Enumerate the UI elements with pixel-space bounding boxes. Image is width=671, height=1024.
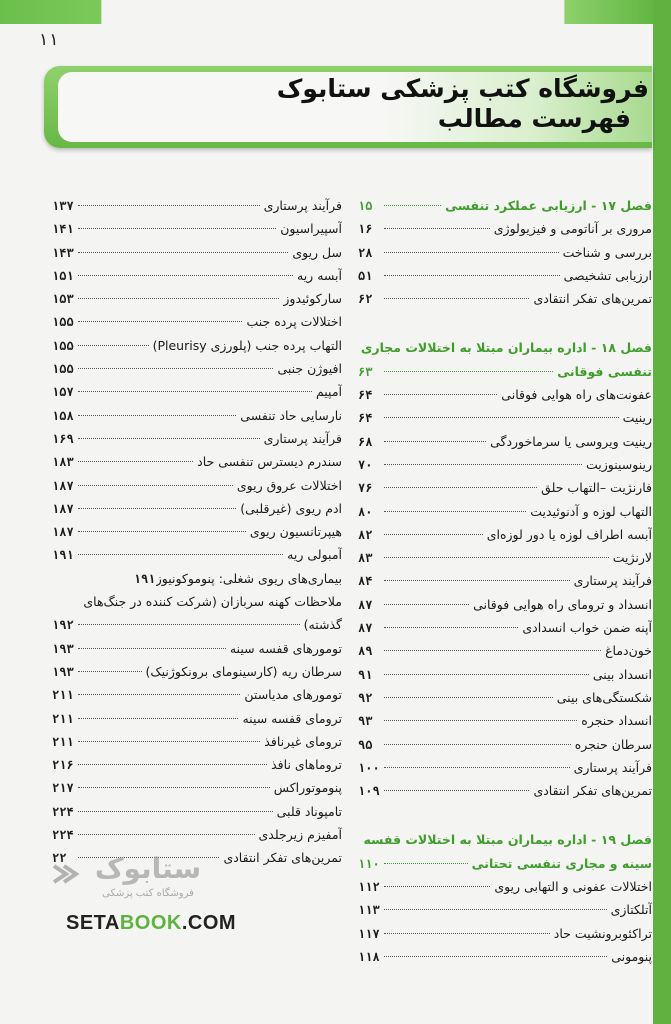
dot-leader [78, 415, 236, 416]
toc-entry-title: التهاب لوزه و آدنوئیدیت [530, 503, 652, 519]
toc-entry [358, 291, 652, 314]
toc-entry-page: ۱۵۷ [52, 385, 74, 400]
toc-entry-title: فرآیند پرستاری [263, 430, 342, 446]
toc-entry-title: رینوسینوزیت [585, 456, 652, 472]
side-color-band [653, 0, 671, 1024]
toc-entry [52, 501, 342, 524]
watermark-url [66, 912, 236, 935]
toc-entry [52, 268, 342, 291]
dot-leader [78, 485, 233, 486]
toc-entry-page: ۲۱۷ [52, 781, 74, 796]
toc-entry-page: ۶۸ [358, 434, 373, 449]
toc-entry-title: انسداد حنجره [581, 713, 652, 729]
toc-entry-title: آتلکتازی [610, 902, 652, 918]
toc-entry-title: تروماهای نافذ [271, 757, 342, 773]
toc-entry-page: ۱۹۳ [52, 641, 74, 656]
toc-entry [52, 524, 342, 547]
dot-leader [78, 391, 312, 392]
dot-leader [78, 554, 283, 555]
toc-entry-page: ۱۹۱ [133, 571, 156, 586]
toc-entry [358, 643, 652, 666]
toc-entry-title: رینیت [622, 410, 652, 426]
toc-entry-page: ۱۳۷ [52, 199, 74, 213]
toc-entry-title: تامپوناد قلبی [276, 803, 342, 819]
toc-entry-title: آمفیزم زیرجلدی [258, 827, 342, 843]
toc-entry [52, 734, 342, 757]
toc-entry-page: ۲۸ [358, 245, 373, 260]
toc-entry-title: خون‌دماغ [605, 643, 652, 659]
toc-entry-title: پنوموتوراکس [273, 780, 342, 796]
toc-entry-title: فصل ۱۸ - اداره بیماران مبتلا به اختلالات مجاری [360, 340, 652, 356]
toc-entry-title: آسپیراسیون [280, 221, 342, 237]
toc-entry [358, 620, 652, 643]
toc-entry [358, 434, 652, 457]
toc-entry-title: تومورهای مدیاستن [244, 687, 342, 703]
toc-entry [358, 926, 652, 949]
toc-entry [358, 783, 652, 806]
dot-leader [384, 371, 553, 372]
toc-entry [52, 617, 342, 640]
dot-leader [78, 531, 246, 532]
toc-entry-title: تمرین‌های تفکر انتقادی [533, 291, 652, 307]
toc-entry-title: بیماری‌های ریوی شغلی: پنوموکونیوز [155, 570, 342, 586]
toc-entry-page: ۱۶۹ [52, 431, 74, 446]
dot-leader [78, 298, 279, 299]
page-number: ۱۱ [38, 30, 59, 50]
toc-entry-page: ۶۴ [358, 411, 373, 426]
dot-leader [78, 508, 236, 509]
toc-entry-page: ۱۵۱ [52, 268, 74, 283]
toc-entry [358, 457, 652, 480]
toc-entry [52, 384, 342, 407]
watermark-url-accent: BOOK [119, 912, 182, 934]
toc-entry [52, 314, 342, 337]
toc-entry-title: انسداد بینی [592, 666, 652, 682]
toc-entry-page: ۲۱۱ [52, 711, 74, 726]
dot-leader [384, 720, 577, 721]
dot-leader [384, 697, 553, 698]
toc-entry-title: آپنه ضمن خواب انسدادی [522, 620, 652, 636]
toc-entry-title: انسداد و ترومای راه هوایی فوقانی [473, 596, 652, 612]
store-name: فروشگاه کتب پزشکی ستابوک [276, 74, 649, 103]
toc-entry-title: ترومای غیرنافذ [264, 733, 342, 749]
toc-entry-title: شکستگی‌های بینی [556, 689, 652, 705]
toc-entry [52, 641, 342, 664]
toc-entry-title: تومورهای قفسه سینه [229, 640, 342, 656]
dot-leader [384, 252, 559, 253]
toc-entry-page: ۹۲ [358, 690, 373, 705]
toc-entry-page: ۱۰۹ [358, 784, 380, 799]
dot-leader [384, 933, 550, 934]
toc-entry-page: ۱۴۳ [52, 245, 74, 260]
dot-leader [384, 627, 518, 628]
toc-entry-title: افیوژن جنبی [277, 361, 342, 377]
toc-entry-page: ۹۳ [358, 714, 373, 729]
toc-entry-title: اختلالات عفونی و التهابی ریوی [494, 879, 652, 895]
dot-leader [384, 394, 497, 395]
watermark-logo [48, 844, 208, 904]
toc-entry-page: ۸۴ [358, 574, 373, 589]
toc-entry [52, 338, 342, 361]
toc-entry-page: ۱۶ [358, 222, 373, 237]
toc-entry [52, 408, 342, 431]
toc-entry [52, 571, 342, 594]
toc-entry-page: ۱۵۵ [52, 338, 74, 353]
toc-entry-page: ۸۷ [358, 597, 373, 612]
toc-entry-page: ۱۱۸ [358, 949, 380, 964]
dot-leader [384, 511, 526, 512]
toc-entry-page: ۲۲۴ [52, 828, 74, 843]
toc-chapter-entry [358, 832, 652, 855]
toc-chapter-entry [358, 856, 652, 879]
dot-leader [384, 767, 570, 768]
toc-entry-title: ادم ریوی (غیرقلبی) [240, 500, 342, 516]
dot-leader [384, 534, 483, 535]
toc-entry-title: فرآیند پرستاری [573, 573, 652, 589]
toc-entry [52, 198, 342, 221]
toc-entry-page: ۱۸۷ [52, 525, 74, 540]
toc-entry-title: سرطان ریه (کارسینومای برونکوژنیک) [145, 663, 342, 679]
dot-leader [384, 674, 589, 675]
toc-entry-title: رینیت ویروسی یا سرماخوردگی [490, 433, 652, 449]
toc-entry [358, 221, 652, 244]
toc-entry-page: ۱۸۷ [52, 478, 74, 493]
toc-entry-page: ۲۲ [52, 851, 67, 866]
toc-entry-title: فرآیند پرستاری [573, 759, 652, 775]
dot-leader [78, 694, 240, 695]
toc-entry-title: سارکوئیدوز [283, 291, 342, 307]
toc-entry-title: سندرم دیسترس تنفسی حاد [197, 454, 342, 470]
dot-leader [384, 205, 441, 206]
toc-entry [358, 550, 652, 573]
watermark-logo-text: ستابوک [94, 852, 202, 885]
toc-entry [358, 879, 652, 902]
toc-entry-title: آمبولی ریه [287, 547, 342, 563]
toc-entry-title: فصل ۱۹ - اداره بیماران مبتلا به اختلالات قفسه [363, 832, 652, 848]
toc-entry [358, 245, 652, 268]
toc-entry-page: ۲۱۱ [52, 734, 74, 749]
toc-entry-title: فرآیند پرستاری [263, 198, 342, 213]
toc-entry-page: ۲۱۱ [52, 688, 74, 703]
dot-leader [78, 252, 288, 253]
toc-title: فهرست مطالب [437, 104, 631, 133]
toc-entry-title: اختلالات عروق ریوی [236, 477, 342, 493]
toc-entry [358, 902, 652, 925]
dot-leader [78, 461, 193, 462]
toc-column-left [52, 198, 342, 874]
toc-entry [358, 667, 652, 690]
toc-entry [358, 527, 652, 550]
toc-entry [52, 664, 342, 687]
dot-leader [78, 648, 226, 649]
toc-entry-page: ۱۵ [358, 199, 373, 213]
toc-entry [358, 573, 652, 596]
dot-leader [384, 886, 490, 887]
toc-entry [52, 478, 342, 501]
dot-leader [384, 650, 601, 651]
toc-entry-page: ۱۱۷ [358, 926, 380, 941]
toc-entry-page: ۱۸۳ [52, 455, 74, 470]
toc-entry-page: ۸۳ [358, 551, 373, 566]
toc-entry-title: سل ریوی [292, 244, 342, 260]
toc-entry-title: تمرین‌های تفکر انتقادی [533, 783, 652, 799]
toc-entry [358, 387, 652, 410]
toc-entry-page: ۶۴ [358, 388, 373, 403]
toc-entry-page: ۷۰ [358, 457, 373, 472]
dot-leader [78, 624, 300, 625]
dot-leader [78, 811, 273, 812]
toc-entry [358, 737, 652, 760]
toc-entry [52, 361, 342, 384]
dot-leader [384, 790, 529, 791]
toc-entry-page: ۱۴۱ [52, 222, 74, 237]
toc-entry-title: آبسه ریه [297, 267, 342, 283]
dot-leader [384, 417, 619, 418]
toc-entry-page: ۱۵۵ [52, 362, 74, 377]
dot-leader [78, 228, 276, 229]
watermark-url-prefix: SETA [66, 912, 120, 934]
toc-column-right [358, 198, 652, 972]
dot-leader [78, 764, 267, 765]
toc-entry [52, 757, 342, 780]
toc-entry-title: اختلالات پرده جنب [246, 314, 342, 330]
toc-entry-title: تمرین‌های تفکر انتقادی [223, 850, 342, 866]
toc-entry [358, 480, 652, 503]
toc-chapter-entry [358, 198, 652, 221]
toc-entry [52, 245, 342, 268]
watermark-url-suffix: .COM [181, 912, 237, 934]
toc-entry-page: ۱۱۳ [358, 903, 380, 918]
toc-entry-page: ۵۱ [358, 268, 373, 283]
toc-entry [358, 504, 652, 527]
toc-entry-title: لارنژیت [612, 550, 652, 566]
watermark-logo-icon [48, 844, 208, 904]
toc-entry-page: ۹۵ [358, 737, 373, 752]
toc-entry-title: تنفسی فوقانی [557, 363, 652, 379]
dot-leader [384, 228, 490, 229]
dot-leader [78, 345, 149, 346]
toc-entry-page: ۲۲۴ [52, 804, 74, 819]
toc-entry-page: ۱۵۸ [52, 408, 74, 423]
dot-leader [78, 205, 260, 206]
dot-leader [384, 956, 607, 957]
toc-entry-page: ۸۹ [358, 644, 373, 659]
toc-entry [52, 780, 342, 803]
toc-entry-title: هیپرتانسیون ریوی [249, 524, 342, 540]
dot-leader [384, 557, 609, 558]
dot-leader [78, 275, 293, 276]
toc-entry-title: مروری بر آناتومی و فیزیولوژی [493, 221, 652, 237]
toc-entry-page: ۱۱۲ [358, 880, 380, 895]
section-gap [358, 806, 652, 832]
dot-leader [384, 275, 560, 276]
dot-leader [384, 580, 570, 581]
toc-entry [52, 221, 342, 244]
watermark-logo-subtext: فروشگاه کتب پزشکی [102, 888, 194, 899]
toc-chapter-entry [358, 364, 652, 387]
dot-leader [78, 741, 260, 742]
toc-entry-page: ۸۲ [358, 527, 373, 542]
toc-entry-title: عفونت‌های راه هوایی فوقانی [501, 387, 652, 403]
toc-entry [52, 291, 342, 314]
toc-entry [52, 687, 342, 710]
toc-entry [52, 547, 342, 570]
toc-entry-title: ارزیابی تشخیصی [563, 267, 652, 283]
toc-entry-title: ترومای قفسه سینه [242, 710, 342, 726]
dot-leader [78, 368, 273, 369]
dot-leader [78, 834, 255, 835]
toc-entry-page: ۱۹۳ [52, 664, 74, 679]
toc-entry-title: فارنژیت –التهاب حلق [541, 480, 652, 496]
toc-entry-page: ۸۷ [358, 621, 373, 636]
toc-entry-page: ۷۶ [358, 481, 373, 496]
toc-entry-title: سرطان حنجره [574, 736, 652, 752]
dot-leader [384, 298, 529, 299]
toc-entry-title: ملاحظات کهنه سربازان (شرکت کننده در جنگ‌های [83, 594, 342, 610]
dot-leader [384, 464, 582, 465]
toc-entry-page: ۲۱۶ [52, 758, 74, 773]
dot-leader [78, 787, 270, 788]
toc-entry [52, 594, 342, 617]
toc-entry-title: تراکئوبرونشیت حاد [553, 925, 652, 941]
toc-entry-page: ۱۰۰ [358, 760, 380, 775]
toc-entry-title: التهاب پرده جنب (پلورزی Pleurisy) [152, 337, 342, 353]
toc-entry-title: بررسی و شناخت [562, 244, 652, 260]
section-gap [358, 314, 652, 340]
dot-leader [384, 909, 607, 910]
toc-entry-title: پنومونی [611, 948, 652, 964]
toc-entry [358, 713, 652, 736]
toc-entry [358, 410, 652, 433]
toc-entry [358, 597, 652, 620]
dot-leader [384, 604, 469, 605]
toc-entry-page: ۶۲ [358, 292, 373, 307]
dot-leader [384, 441, 486, 442]
toc-entry-title: آمپیم [315, 384, 342, 400]
dot-leader [384, 744, 571, 745]
toc-entry [52, 431, 342, 454]
dot-leader [78, 671, 142, 672]
toc-entry [358, 690, 652, 713]
toc-entry [52, 454, 342, 477]
toc-entry-page: ۱۵۳ [52, 292, 74, 307]
toc-chapter-entry [358, 340, 652, 363]
toc-entry [358, 760, 652, 783]
toc-entry-page: ۱۵۵ [52, 315, 74, 330]
toc-entry-title: آبسه اطراف لوزه یا دور لوزه‌ای [486, 526, 652, 542]
toc-entry-title: گذشته) [303, 617, 342, 633]
dot-leader [78, 718, 238, 719]
toc-entry-title: نارسایی حاد تنفسی [240, 407, 342, 423]
toc-entry [358, 949, 652, 972]
dot-leader [78, 438, 260, 439]
toc-entry [52, 711, 342, 734]
toc-entry-page: ۱۹۱ [52, 548, 74, 563]
toc-entry-page: ۹۱ [358, 667, 373, 682]
dot-leader [78, 321, 242, 322]
toc-entry-page: ۸۰ [358, 504, 373, 519]
toc-entry-page: ۶۳ [358, 364, 373, 379]
top-color-stripe [0, 0, 671, 24]
toc-entry [52, 804, 342, 827]
toc-entry-title: سینه و مجاری تنفسی تحتانی [471, 855, 652, 871]
dot-leader [384, 863, 468, 864]
toc-entry-page: ۱۹۲ [52, 618, 74, 633]
toc-entry [358, 268, 652, 291]
toc-entry-title: فصل ۱۷ - ارزیابی عملکرد تنفسی [445, 198, 652, 213]
toc-entry-page: ۱۸۷ [52, 501, 74, 516]
toc-entry-page: ۱۱۰ [358, 856, 380, 871]
dot-leader [384, 487, 537, 488]
